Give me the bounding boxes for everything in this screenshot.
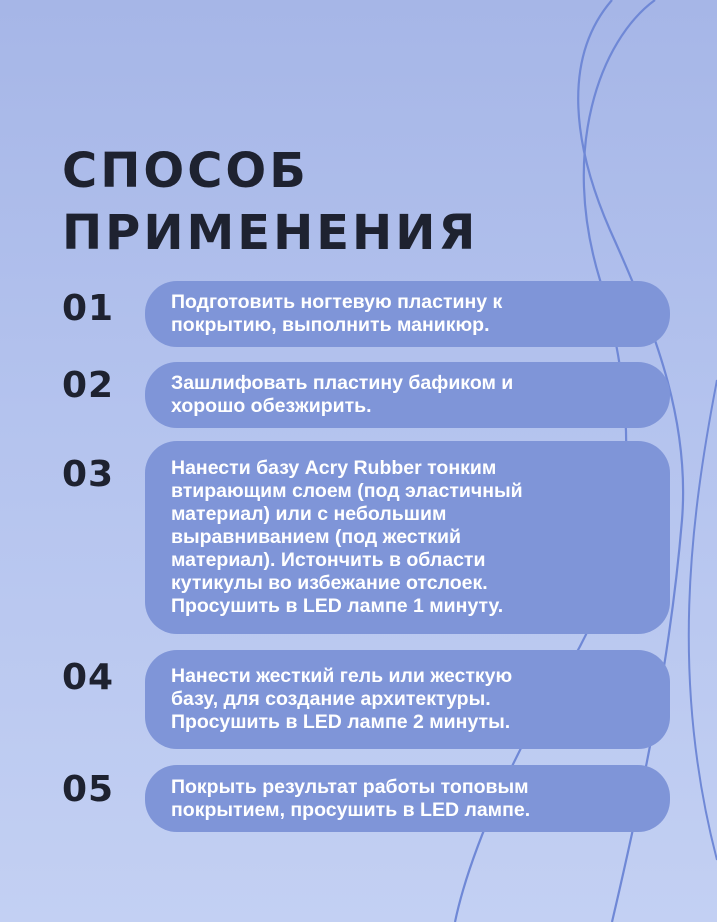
step-text-03: Нанести базу Acry Rubber тонким втирающим слоем (под эластичный материал) или с небольшим выравниванием (под жесткий материал). Истончить в области кутикулы во избежание отслоек. Просушить в LED лампе 1 минуту.	[171, 457, 523, 617]
page-title-line-1: СПОСОБ	[62, 143, 309, 199]
step-number-05: 05	[62, 769, 115, 810]
step-number-03: 03	[62, 454, 115, 495]
step-number-02: 02	[62, 365, 115, 406]
page-title	[62, 140, 478, 264]
step-card-02	[145, 362, 670, 428]
decorative-curve-line	[689, 380, 717, 860]
step-text-05: Покрыть результат работы топовым покрытием, просушить в LED лампе.	[171, 775, 531, 821]
step-number-04: 04	[62, 657, 115, 698]
step-text-02: Зашлифовать пластину бафиком и хорошо обезжирить.	[171, 372, 514, 417]
step-text-01: Подготовить ногтевую пластину к покрытию, выполнить маникюр.	[171, 291, 503, 336]
step-text-04: Нанести жесткий гель или жесткую базу, для создание архитектуры. Просушить в LED лампе 2 минуты.	[171, 665, 513, 733]
step-card-04	[145, 650, 670, 749]
step-card-01	[145, 281, 670, 347]
step-number-01: 01	[62, 288, 115, 329]
step-card-05	[145, 765, 670, 832]
step-card-03	[145, 441, 670, 634]
page-title-line-2: ПРИМЕНЕНИЯ	[62, 205, 479, 261]
